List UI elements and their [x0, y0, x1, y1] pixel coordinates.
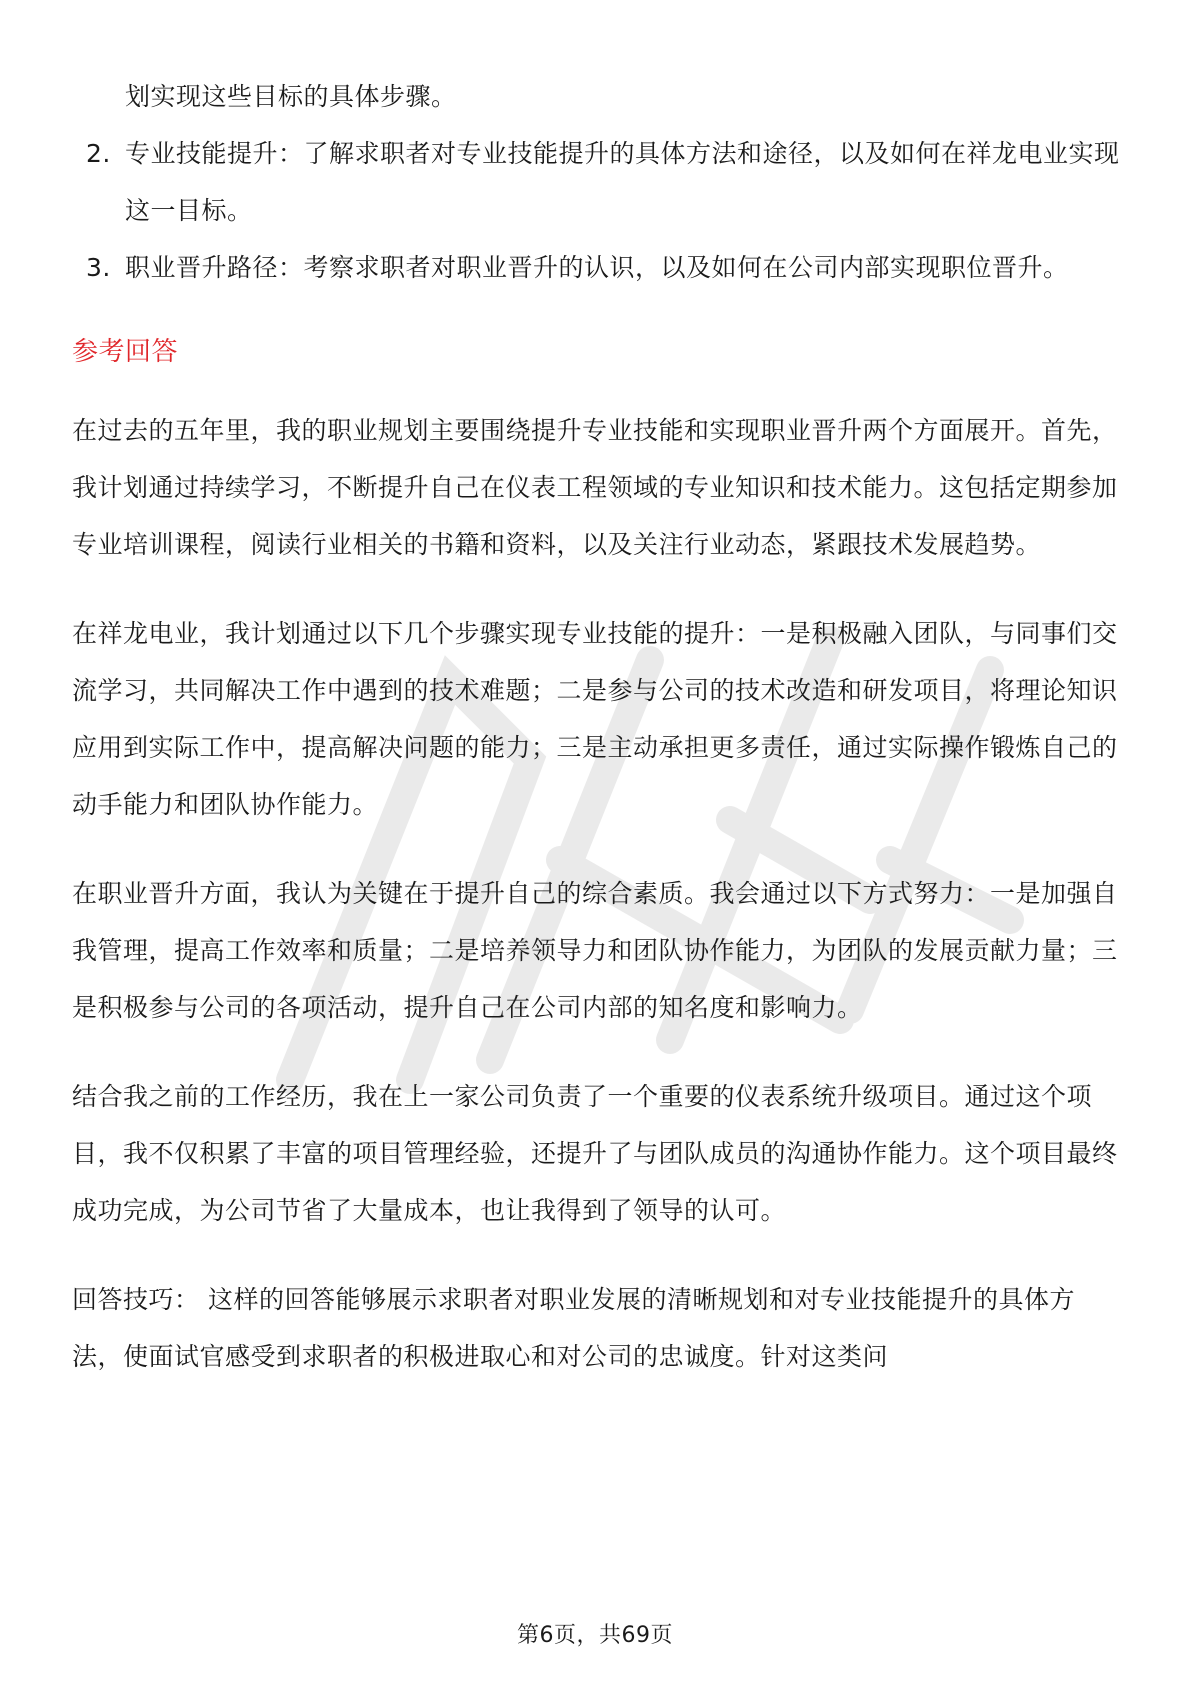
answer-tips-paragraph: 回答技巧： 这样的回答能够展示求职者对职业发展的清晰规划和对专业技能提升的具体方法，使面试官感受到求职者的积极进取心和对公司的忠诚度。针对这类问 [72, 1285, 1075, 1371]
list-item [72, 239, 1122, 296]
list-item-text: 职业晋升路径：考察求职者对职业晋升的认识，以及如何在公司内部实现职位晋升。 [125, 253, 1069, 282]
answer-paragraph-4: 结合我之前的工作经历，我在上一家公司负责了一个重要的仪表系统升级项目。通过这个项目，我不仅积累了丰富的项目管理经验，还提升了与团队成员的沟通协作能力。这个项目最终成功完成，为公司节省了大量成本，也让我得到了领导的认可。 [72, 1082, 1118, 1225]
answer-paragraph-3: 在职业晋升方面，我认为关键在于提升自己的综合素质。我会通过以下方式努力：一是加强自我管理，提高工作效率和质量；二是培养领导力和团队协作能力，为团队的发展贡献力量；三是积极参与公司的各项活动，提升自己在公司内部的知名度和影响力。 [72, 879, 1118, 1022]
numbered-list [72, 125, 1122, 296]
main-content [72, 68, 1122, 1385]
list-item-number: 2. [86, 139, 111, 168]
list-item-number: 3. [86, 253, 111, 282]
answer-paragraph-2: 在祥龙电业，我计划通过以下几个步骤实现专业技能的提升：一是积极融入团队，与同事们交流学习，共同解决工作中遇到的技术难题；二是参与公司的技术改造和研发项目，将理论知识应用到实际工作中，提高解决问题的能力；三是主动承担更多责任，通过实际操作锻炼自己的动手能力和团队协作能力。 [72, 619, 1118, 819]
list-item [72, 125, 1122, 239]
section-heading: 参考回答 [72, 337, 179, 367]
intro-continuation: 划实现这些目标的具体步骤。 [125, 82, 457, 111]
answer-paragraph-1: 在过去的五年里，我的职业规划主要围绕提升专业技能和实现职业晋升两个方面展开。首先，我计划通过持续学习，不断提升自己在仪表工程领域的专业知识和技术能力。这包括定期参加专业培训课程，阅读行业相关的书籍和资料，以及关注行业动态，紧跟技术发展趋势。 [72, 416, 1118, 559]
list-item-text: 专业技能提升：了解求职者对专业技能提升的具体方法和途径，以及如何在祥龙电业实现这一目标。 [125, 139, 1120, 225]
paragraph-gap [72, 1036, 1122, 1068]
paragraph-gap [72, 573, 1122, 605]
paragraph-gap [72, 833, 1122, 865]
paragraph-gap [72, 1239, 1122, 1271]
page-number-footer: 第6页，共69页 [517, 1623, 673, 1648]
